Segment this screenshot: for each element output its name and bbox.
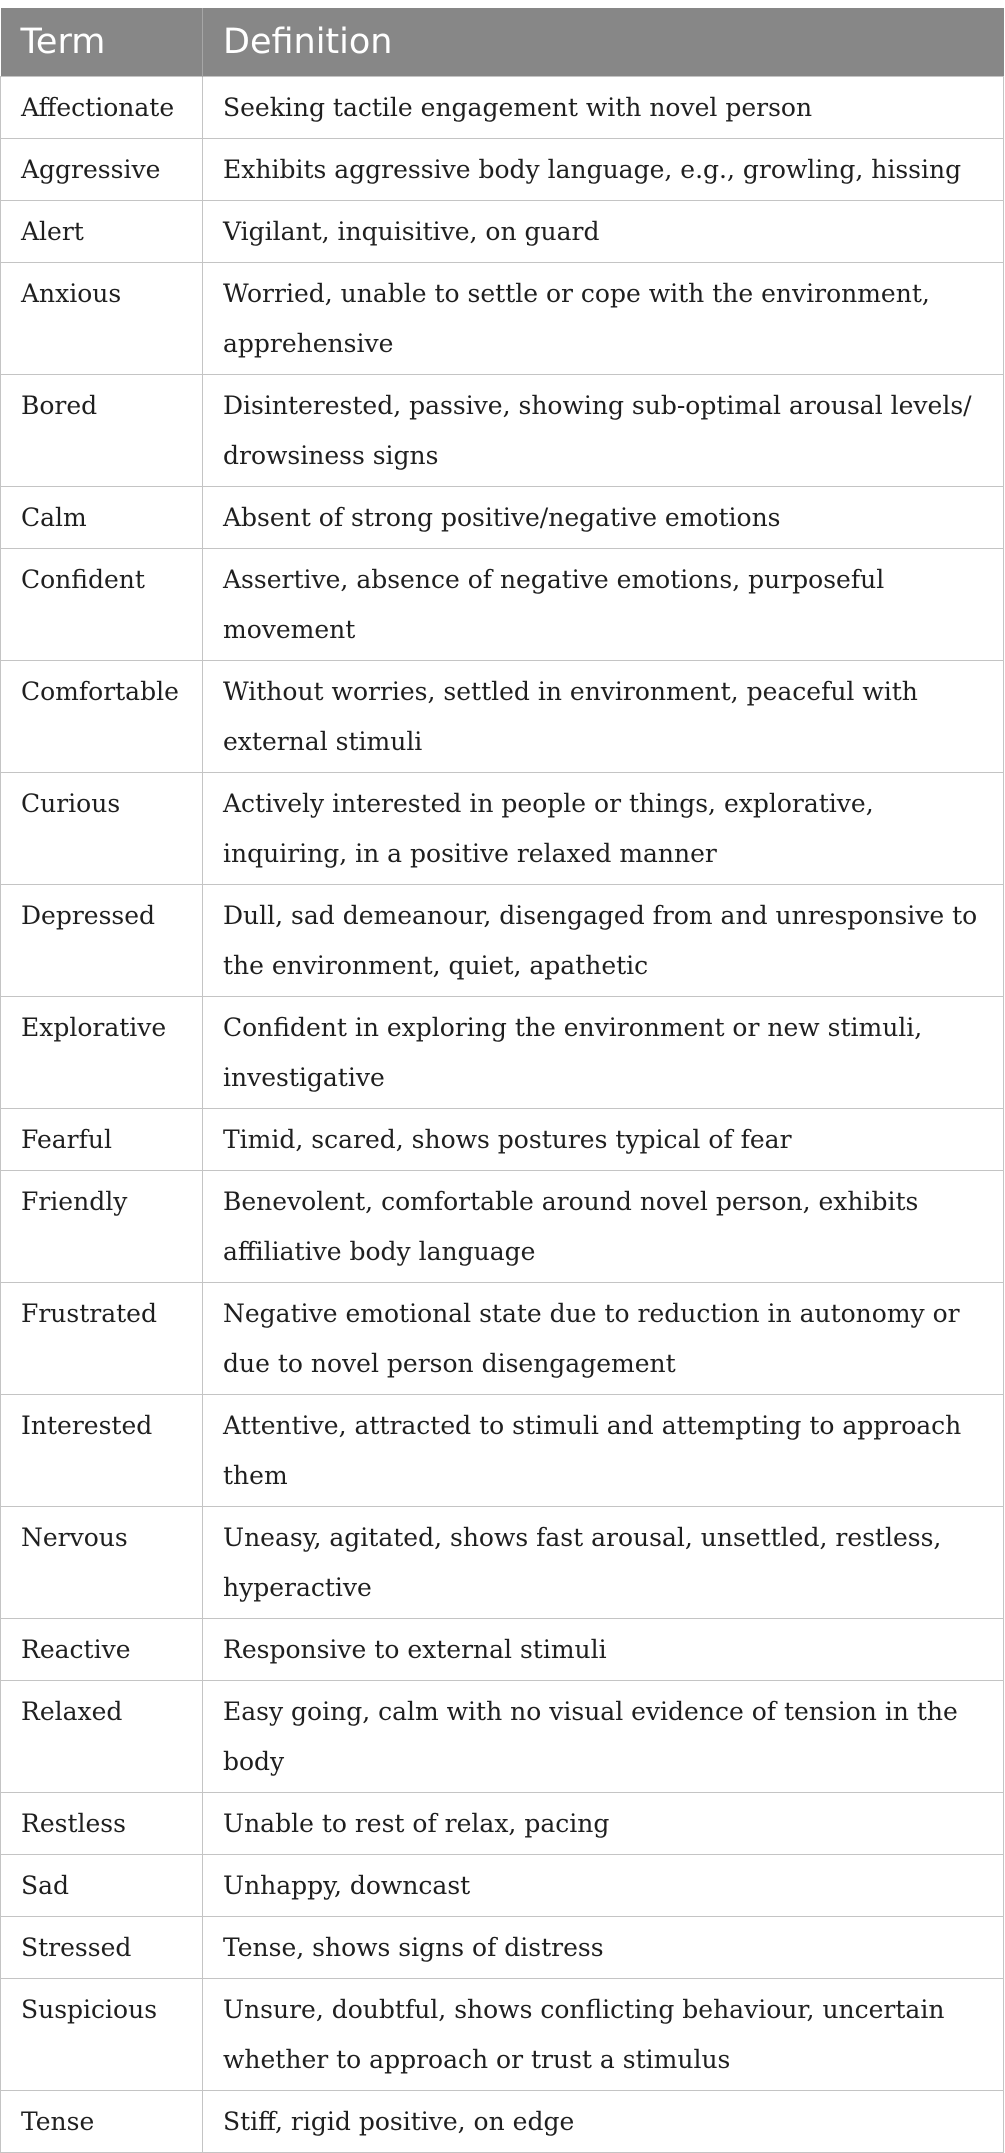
table-row	[1, 885, 1004, 997]
definition-cell: Timid, scared, shows postures typical of fear	[203, 1109, 1004, 1171]
definition-cell: Easy going, calm with no visual evidence of tension in the body	[203, 1681, 1004, 1793]
table-row	[1, 2091, 1004, 2153]
table-row	[1, 1619, 1004, 1681]
table-row	[1, 1109, 1004, 1171]
term-cell: Anxious	[1, 263, 203, 375]
term-cell: Explorative	[1, 997, 203, 1109]
definition-cell: Benevolent, comfortable around novel person, exhibits affiliative body language	[203, 1171, 1004, 1283]
table-row	[1, 487, 1004, 549]
definition-cell: Unsure, doubtful, shows conflicting behaviour, uncertain whether to approach or trust a stimulus	[203, 1979, 1004, 2091]
table-row	[1, 1395, 1004, 1507]
term-cell: Confident	[1, 549, 203, 661]
table-row	[1, 375, 1004, 487]
definition-cell: Attentive, attracted to stimuli and attempting to approach them	[203, 1395, 1004, 1507]
definition-cell: Assertive, absence of negative emotions, purposeful movement	[203, 549, 1004, 661]
definition-cell: Actively interested in people or things, explorative, inquiring, in a positive relaxed manner	[203, 773, 1004, 885]
term-cell: Comfortable	[1, 661, 203, 773]
table-row	[1, 1507, 1004, 1619]
table-row	[1, 201, 1004, 263]
definitions-table-container	[0, 8, 1003, 2153]
definition-cell: Without worries, settled in environment, peaceful with external stimuli	[203, 661, 1004, 773]
definition-cell: Seeking tactile engagement with novel person	[203, 77, 1004, 139]
term-cell: Relaxed	[1, 1681, 203, 1793]
table-row	[1, 1855, 1004, 1917]
term-cell: Restless	[1, 1793, 203, 1855]
definition-cell: Confident in exploring the environment or new stimuli, investigative	[203, 997, 1004, 1109]
term-cell: Nervous	[1, 1507, 203, 1619]
term-cell: Aggressive	[1, 139, 203, 201]
definition-cell: Negative emotional state due to reduction in autonomy or due to novel person disengagement	[203, 1283, 1004, 1395]
table-row	[1, 1917, 1004, 1979]
definition-cell: Unable to rest of relax, pacing	[203, 1793, 1004, 1855]
term-cell: Interested	[1, 1395, 203, 1507]
term-cell: Alert	[1, 201, 203, 263]
table-row	[1, 263, 1004, 375]
definition-cell: Vigilant, inquisitive, on guard	[203, 201, 1004, 263]
term-cell: Curious	[1, 773, 203, 885]
definition-cell: Exhibits aggressive body language, e.g., growling, hissing	[203, 139, 1004, 201]
definition-cell: Absent of strong positive/negative emotions	[203, 487, 1004, 549]
term-cell: Calm	[1, 487, 203, 549]
table-row	[1, 1979, 1004, 2091]
table-header	[1, 8, 1004, 77]
table-row	[1, 1681, 1004, 1793]
term-cell: Depressed	[1, 885, 203, 997]
term-cell: Suspicious	[1, 1979, 203, 2091]
definition-cell: Uneasy, agitated, shows fast arousal, unsettled, restless, hyperactive	[203, 1507, 1004, 1619]
definition-cell: Dull, sad demeanour, disengaged from and unresponsive to the environment, quiet, apathetic	[203, 885, 1004, 997]
definition-cell: Responsive to external stimuli	[203, 1619, 1004, 1681]
table-row	[1, 77, 1004, 139]
definition-cell: Unhappy, downcast	[203, 1855, 1004, 1917]
term-cell: Fearful	[1, 1109, 203, 1171]
term-cell: Affectionate	[1, 77, 203, 139]
term-cell: Frustrated	[1, 1283, 203, 1395]
header-term: Term	[1, 8, 203, 77]
table-row	[1, 1283, 1004, 1395]
definition-cell: Worried, unable to settle or cope with the environment, apprehensive	[203, 263, 1004, 375]
table-row	[1, 1793, 1004, 1855]
definition-cell: Tense, shows signs of distress	[203, 1917, 1004, 1979]
table-row	[1, 139, 1004, 201]
term-cell: Stressed	[1, 1917, 203, 1979]
term-cell: Bored	[1, 375, 203, 487]
term-cell: Reactive	[1, 1619, 203, 1681]
table-body	[1, 77, 1004, 2153]
definition-cell: Disinterested, passive, showing sub-optimal arousal levels/ drowsiness signs	[203, 375, 1004, 487]
table-row	[1, 997, 1004, 1109]
table-row	[1, 1171, 1004, 1283]
table-row	[1, 773, 1004, 885]
header-row	[1, 8, 1004, 77]
term-cell: Tense	[1, 2091, 203, 2153]
definition-cell: Stiff, rigid positive, on edge	[203, 2091, 1004, 2153]
header-definition: Definition	[203, 8, 1004, 77]
definitions-table	[0, 8, 1004, 2153]
term-cell: Sad	[1, 1855, 203, 1917]
term-cell: Friendly	[1, 1171, 203, 1283]
table-row	[1, 661, 1004, 773]
table-row	[1, 549, 1004, 661]
